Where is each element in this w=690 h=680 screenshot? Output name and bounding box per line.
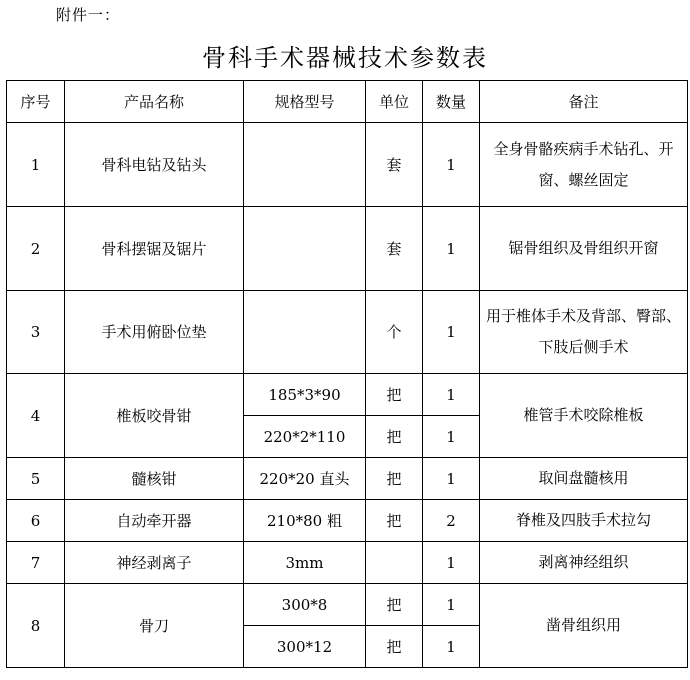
row-name: 椎板咬骨钳 bbox=[65, 374, 244, 458]
table-row bbox=[7, 584, 688, 626]
row-remark: 剥离神经组织 bbox=[480, 542, 688, 584]
header-no: 序号 bbox=[7, 81, 65, 123]
row-no: 3 bbox=[7, 291, 65, 374]
page-title: 骨科手术器械技术参数表 bbox=[202, 44, 488, 72]
row-spec bbox=[244, 207, 366, 291]
spec-table bbox=[6, 80, 688, 668]
row-name: 骨科摆锯及锯片 bbox=[65, 207, 244, 291]
row-spec bbox=[244, 123, 366, 207]
row-name: 自动牵开器 bbox=[65, 500, 244, 542]
row-no: 6 bbox=[7, 500, 65, 542]
row-unit: 把 bbox=[366, 374, 423, 416]
row-no: 2 bbox=[7, 207, 65, 291]
row-spec: 185*3*90 bbox=[244, 374, 366, 416]
table-row bbox=[7, 374, 688, 416]
row-spec: 210*80 粗 bbox=[244, 500, 366, 542]
header-unit: 单位 bbox=[366, 81, 423, 123]
row-remark: 锯骨组织及骨组织开窗 bbox=[480, 207, 688, 291]
row-unit: 把 bbox=[366, 500, 423, 542]
row-remark: 用于椎体手术及背部、臀部、下肢后侧手术 bbox=[480, 291, 688, 374]
row-qty: 1 bbox=[423, 416, 480, 458]
row-unit: 把 bbox=[366, 458, 423, 500]
row-spec: 300*8 bbox=[244, 584, 366, 626]
header-qty: 数量 bbox=[423, 81, 480, 123]
table-row bbox=[7, 542, 688, 584]
row-spec: 220*20 直头 bbox=[244, 458, 366, 500]
row-remark: 凿骨组织用 bbox=[480, 584, 688, 668]
row-unit: 套 bbox=[366, 207, 423, 291]
header-spec: 规格型号 bbox=[244, 81, 366, 123]
row-name: 髓核钳 bbox=[65, 458, 244, 500]
header-remark: 备注 bbox=[480, 81, 688, 123]
row-spec: 3mm bbox=[244, 542, 366, 584]
table-row bbox=[7, 500, 688, 542]
row-qty: 1 bbox=[423, 207, 480, 291]
row-remark: 脊椎及四肢手术拉勾 bbox=[480, 500, 688, 542]
row-qty: 1 bbox=[423, 584, 480, 626]
row-no: 7 bbox=[7, 542, 65, 584]
row-no: 4 bbox=[7, 374, 65, 458]
row-remark: 椎管手术咬除椎板 bbox=[480, 374, 688, 458]
row-no: 5 bbox=[7, 458, 65, 500]
row-unit: 把 bbox=[366, 416, 423, 458]
row-qty: 1 bbox=[423, 374, 480, 416]
row-unit: 套 bbox=[366, 123, 423, 207]
row-unit: 把 bbox=[366, 626, 423, 668]
row-no: 8 bbox=[7, 584, 65, 668]
table-row bbox=[7, 123, 688, 207]
row-name: 手术用俯卧位垫 bbox=[65, 291, 244, 374]
row-unit bbox=[366, 542, 423, 584]
row-qty: 1 bbox=[423, 542, 480, 584]
attachment-label: 附件一： bbox=[56, 6, 121, 24]
row-remark: 全身骨骼疾病手术钻孔、开窗、螺丝固定 bbox=[480, 123, 688, 207]
row-spec bbox=[244, 291, 366, 374]
header-name: 产品名称 bbox=[65, 81, 244, 123]
row-unit: 个 bbox=[366, 291, 423, 374]
row-qty: 1 bbox=[423, 123, 480, 207]
table-row bbox=[7, 291, 688, 374]
row-spec: 220*2*110 bbox=[244, 416, 366, 458]
table-row bbox=[7, 458, 688, 500]
row-no: 1 bbox=[7, 123, 65, 207]
row-name: 神经剥离子 bbox=[65, 542, 244, 584]
row-name: 骨刀 bbox=[65, 584, 244, 668]
row-spec: 300*12 bbox=[244, 626, 366, 668]
row-remark: 取间盘髓核用 bbox=[480, 458, 688, 500]
row-qty: 2 bbox=[423, 500, 480, 542]
row-name: 骨科电钻及钻头 bbox=[65, 123, 244, 207]
row-qty: 1 bbox=[423, 626, 480, 668]
row-unit: 把 bbox=[366, 584, 423, 626]
table-header-row bbox=[7, 81, 688, 123]
table-row bbox=[7, 207, 688, 291]
row-qty: 1 bbox=[423, 458, 480, 500]
row-qty: 1 bbox=[423, 291, 480, 374]
